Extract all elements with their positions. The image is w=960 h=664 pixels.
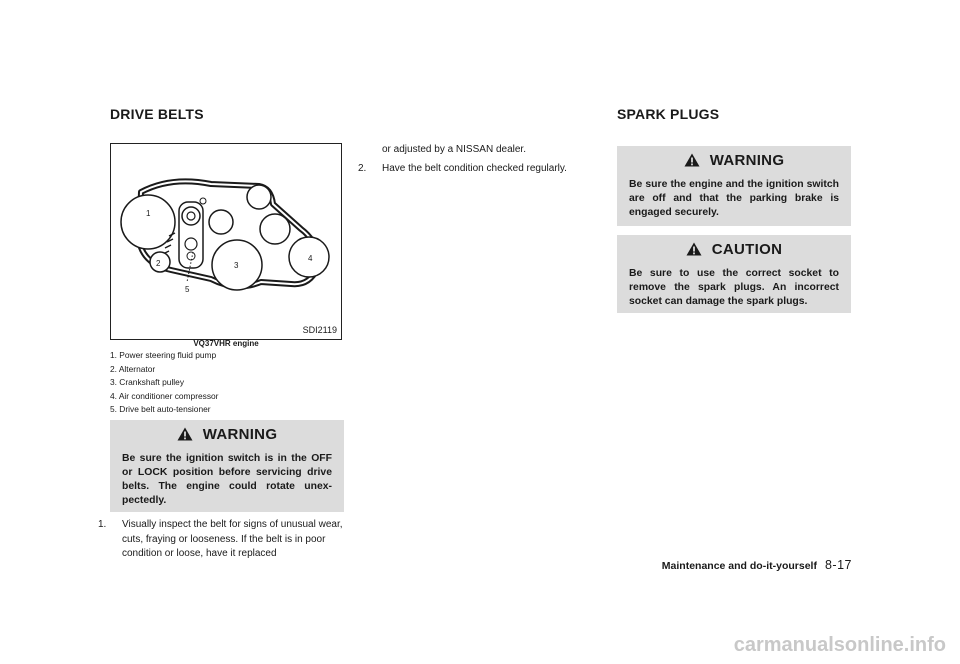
caution-box-spark-plugs — [617, 235, 851, 313]
legend-item: 1. Power steering fluid pump — [110, 350, 217, 360]
warning-title: WARNING — [709, 151, 785, 169]
footer-section-title: Maintenance and do-it-yourself — [661, 560, 817, 572]
caution-icon — [686, 242, 702, 256]
figure-legend — [110, 349, 350, 417]
power-steering-pulley — [121, 195, 175, 249]
legend-item: 4. Air conditioner compressor — [110, 390, 219, 401]
warning-title: WARNING — [202, 425, 278, 443]
callout-4: 4 — [308, 254, 313, 263]
callout-2: 2 — [156, 259, 161, 268]
page-number: 8-17 — [824, 558, 852, 572]
caution-title: CAUTION — [711, 240, 783, 258]
legend-item: 2. Alternator — [110, 363, 156, 374]
idler-pulley — [247, 185, 271, 209]
step-1-paragraph — [98, 518, 356, 562]
legend-item: 5. Drive belt auto-tensioner — [110, 404, 211, 415]
warning-text: Be sure the ignition switch is in the OFF or LOCK position before servicing drive belts. The engine could rotate unex-pectedly. — [122, 453, 332, 506]
warning-text: Be sure the engine and the ignition switch are off and that the parking brake is engaged securely. — [629, 179, 839, 218]
legend-item: 3. Crankshaft pulley — [110, 377, 185, 388]
warning-box-drive-belts — [110, 420, 344, 512]
continuation-text: or adjusted by a NISSAN dealer. — [382, 144, 526, 155]
step-1-number: 1. — [98, 519, 107, 530]
warning-icon — [177, 427, 193, 441]
drive-belt-diagram — [110, 143, 342, 340]
callout-1: 1 — [146, 209, 151, 218]
caution-text: Be sure to use the correct socket to remove the spark plugs. An incorrect socket can damage the spark plugs. — [629, 268, 839, 307]
figure-caption: VQ37VHR engine — [193, 339, 259, 348]
warning-icon — [684, 153, 700, 167]
step-2-paragraph — [358, 162, 612, 177]
watermark: carmanualsonline.info — [733, 634, 946, 656]
figure-code: SDI2119 — [302, 325, 337, 335]
belt-routing-illustration — [111, 144, 341, 339]
callout-5: 5 — [185, 285, 190, 294]
callout-3: 3 — [234, 261, 239, 270]
step-2-text: Have the belt condition checked regularly. — [382, 163, 567, 174]
warning-box-spark-plugs — [617, 146, 851, 226]
page-footer — [600, 558, 852, 572]
drive-belts-heading: DRIVE BELTS — [110, 106, 204, 122]
spark-plugs-heading: SPARK PLUGS — [617, 106, 720, 122]
step-1-text: Visually inspect the belt for signs of unusual wear, cuts, fraying or looseness. If the belt is in poor condition or loose, have it replaced — [122, 519, 343, 559]
step-2-number: 2. — [358, 163, 367, 174]
